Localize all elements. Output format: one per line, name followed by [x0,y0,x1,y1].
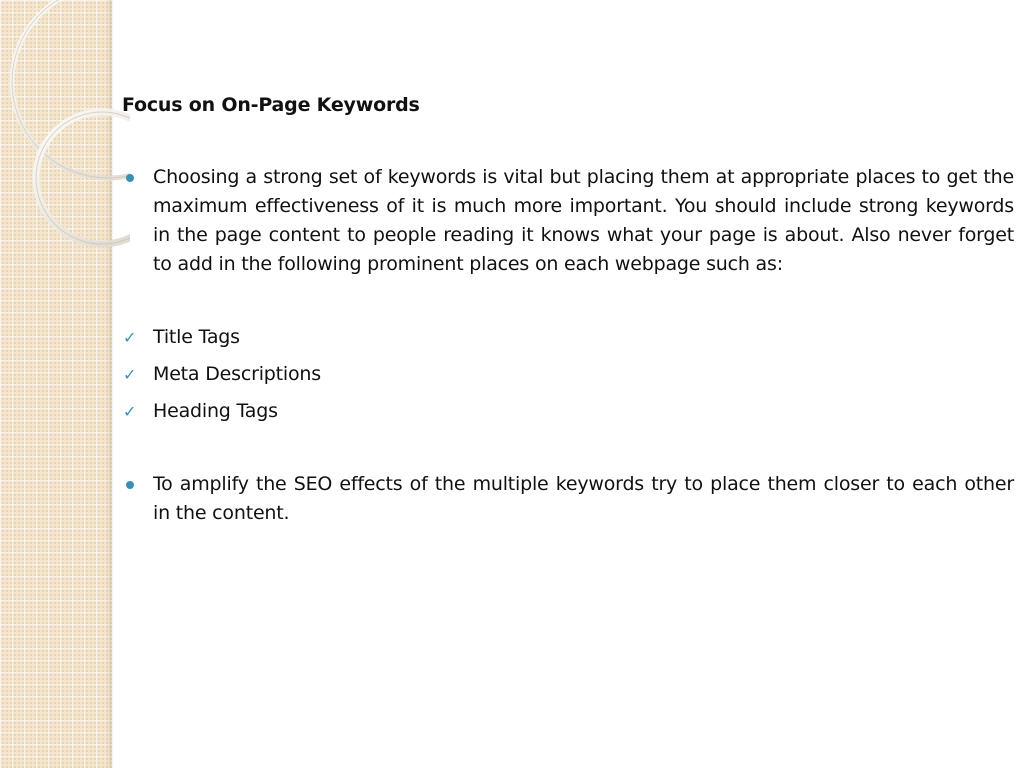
checklist-text: Heading Tags [153,400,278,422]
decorative-rings-icon [0,0,130,300]
circle-bullet-icon [126,174,134,182]
checklist-text: Title Tags [153,326,240,348]
slide-title: Focus on On-Page Keywords [122,94,420,116]
circle-bullet-icon [126,481,134,489]
checkmark-icon: ✓ [123,402,137,421]
checkmark-icon: ✓ [123,328,137,347]
slide-content [122,92,1014,528]
bullet-text: Choosing a strong set of keywords is vital but placing them at appropriate places to get the maximum effectiveness of it is much more important. You should include strong keywords in the page content to people reading it knows what your page is about. Also never forget to add in the following prominent places on each webpage such as: [153,166,1014,275]
checklist-text: Meta Descriptions [153,363,321,385]
bullet-item [122,470,1014,528]
bullet-item [122,163,1014,279]
checklist-item [122,360,1014,389]
bullet-text: To amplify the SEO effects of the multiple keywords try to place them closer to each other in the content. [153,473,1014,524]
checkmark-icon: ✓ [123,365,137,384]
checklist-item [122,397,1014,426]
checklist-item [122,323,1014,352]
